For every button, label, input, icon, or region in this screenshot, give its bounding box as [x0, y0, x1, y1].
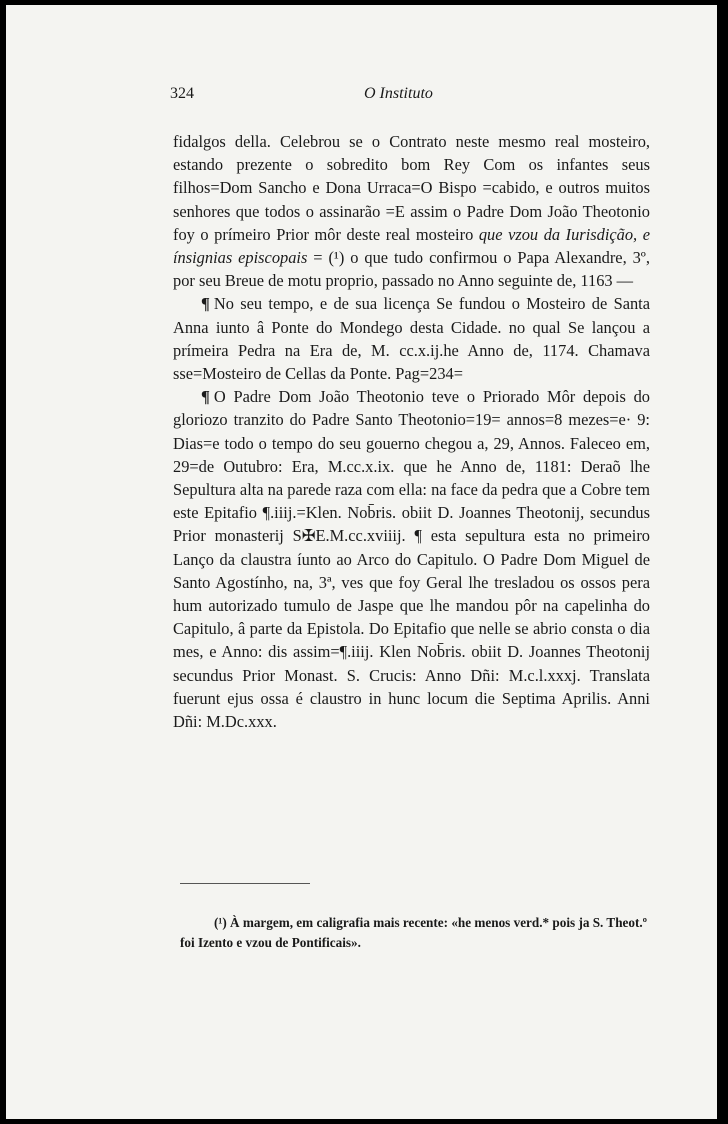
footnote-divider [180, 883, 310, 884]
paragraph-3 [173, 385, 650, 733]
paragraph-mark-icon: ¶ [201, 387, 210, 407]
paragraph-2 [173, 292, 650, 385]
paragraph-mark-icon: ¶ [201, 294, 210, 314]
paragraph-3-text: O Padre Dom João Theotonio teve o Priorado Môr depois do gloriozo tranzito do Padre Santo Theotonio=19= annos=8 mezes=e· 9: Dias=e todo o tempo do seu gouerno chegou a, 29, Annos. Faleceo em, 29=de Outubro: Era, M.cc.x.ix. que he Anno de, 1181: Deraõ lhe Sepultura alta na parede raza com ella: na face da pedra que a Cobre tem este Epitafio ¶.iiij.=Klen. Nob̄ris. obiit D. Joannes Theotonij, secundus Prior monasterij S✠E.M.cc.xviiij. ¶ esta sepultura esta no primeiro Lanço da claustra íunto ao Arco do Capitulo. O Padre Dom Miguel de Santo Agostínho, na, 3ª, ves que foy Geral lhe tresladou os ossos pera hum autorizado tumulo de Jaspe que lhe mandou pôr na capelinha do Capitulo, â parte da Epistola. Do Epitafio que nelle se abrio consta o dia mes, e Anno: dis assim=¶.iiij. Klen Nob̄ris. obiit D. Joannes Theotonij secundus Prior Monast. S. Crucis: Anno Dñi: M.c.l.xxxj. Translata fuerunt ejus ossa é claustro in hunc locum die Septima Aprilis. Anni Dñi: M.Dc.xxx. [173, 387, 650, 732]
paragraph-2-text: No seu tempo, e de sua licença Se fundou o Mosteiro de Santa Anna iunto â Ponte do Mondego desta Cidade. no qual Se lançou a prímeira Pedra na Era de, M. cc.x.ij.he Anno de, 1174. Chamava sse=Mosteiro de Cellas da Ponte. Pag=234= [173, 294, 650, 384]
running-title: O Instituto [364, 85, 433, 102]
paragraph-1-text-a: fidalgos della. Celebrou se o Contrato neste mesmo real mosteiro, estando prezente o sobredito bom Rey Com os infantes seus filhos=Dom Sancho e Dona Urraca=O Bispo =cabido, e outros muitos senhores que todos o assinarão =E assim o Padre Dom João Theotonio foy o prímeiro Prior môr deste real mosteiro [173, 132, 650, 244]
paragraph-1 [173, 130, 650, 292]
paragraph-1-text-b: = (¹) o que tudo confirmou o Papa Alexandre, 3º, por seu Breue de motu proprio, passado no Anno seguinte de, 1163 — [173, 248, 650, 291]
footnote [180, 913, 650, 953]
paragraph-1-italic: que vzou da Iurisdição, e ínsignias episcopais [173, 224, 650, 268]
page-number: 324 [170, 85, 194, 102]
footnote-text: (¹) À margem, em caligrafia mais recente: «he menos verd.* pois ja S. Theot.º foi Izento e vzou de Pontificais». [180, 915, 648, 950]
document-page [6, 5, 717, 1119]
page-header [6, 85, 717, 107]
body-text [173, 130, 650, 733]
